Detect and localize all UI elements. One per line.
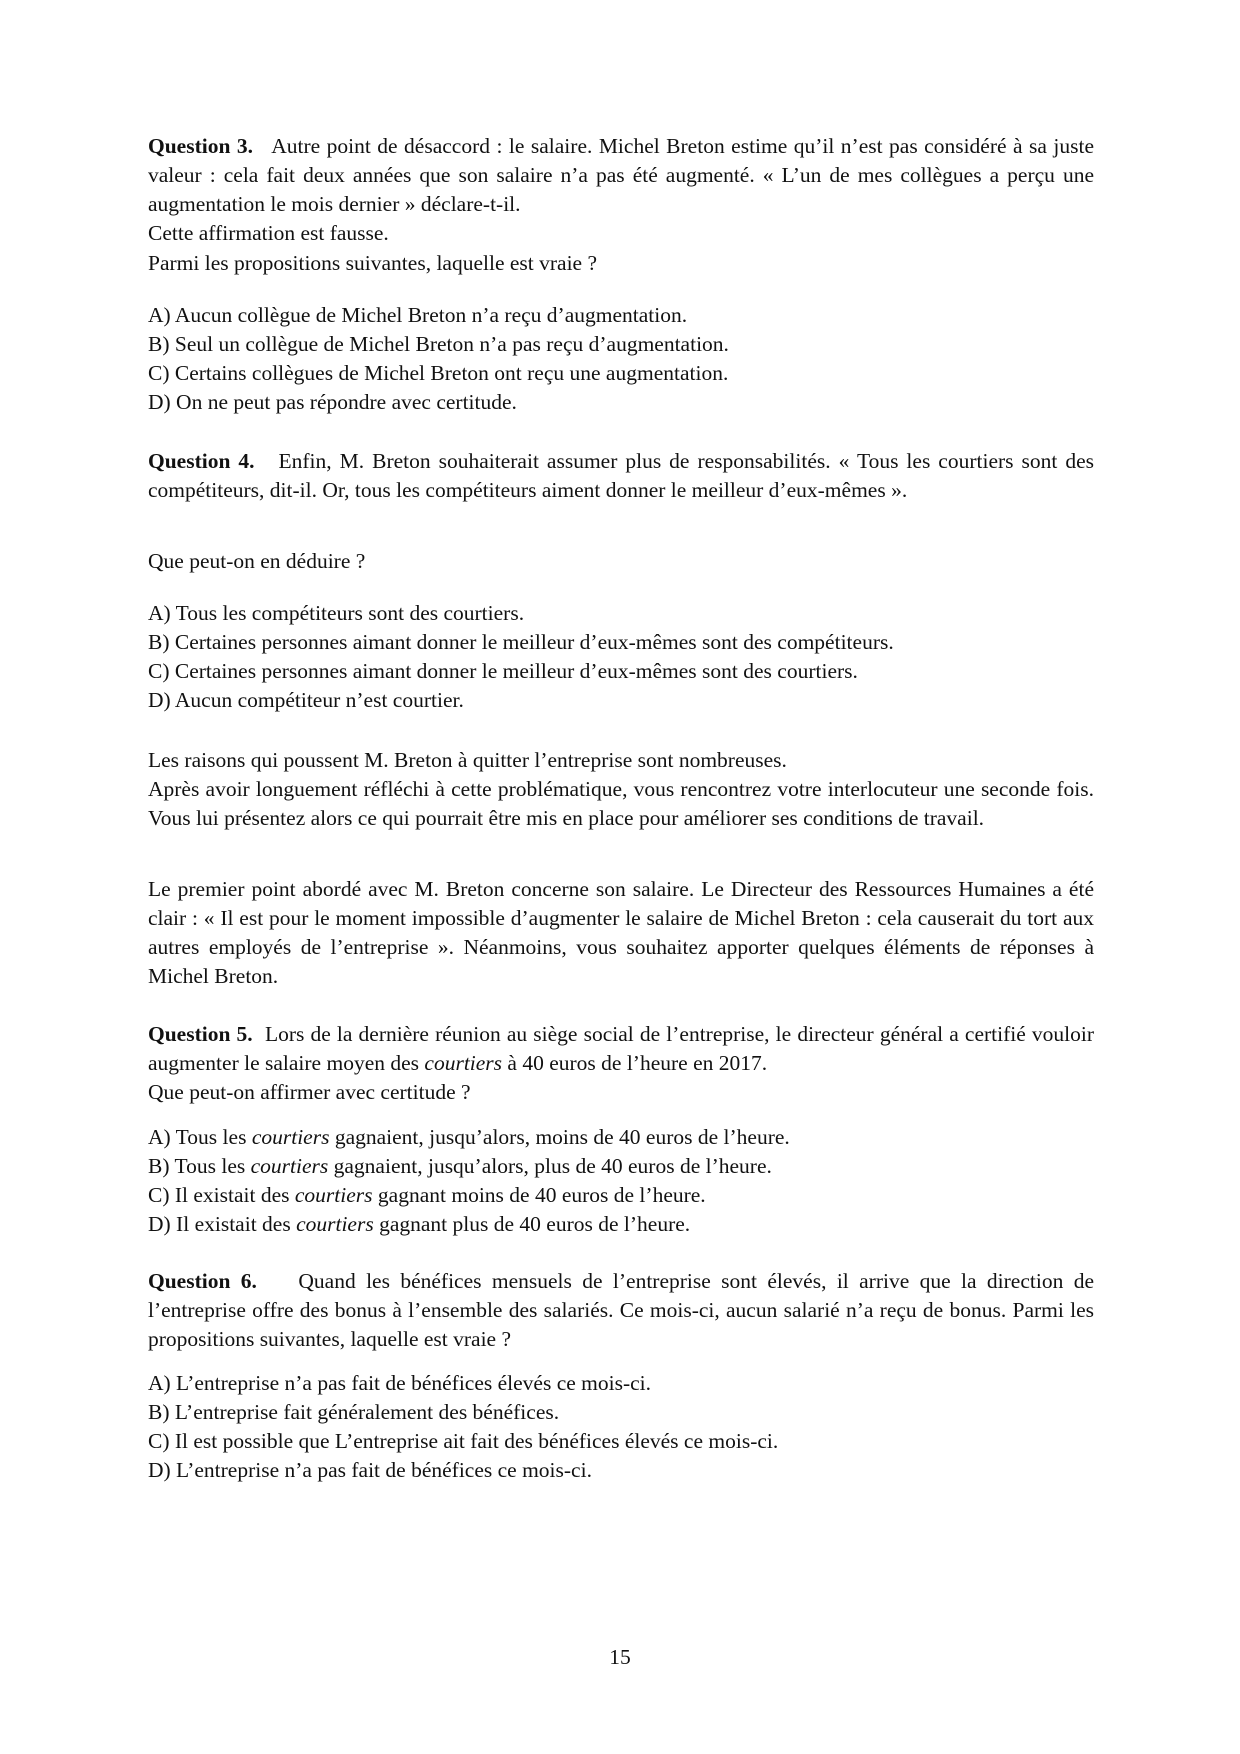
option-em: courtiers	[250, 1154, 329, 1178]
option-text: gagnaient, jusqu’alors, moins de 40 euros de l’heure.	[334, 1125, 790, 1149]
question-5-prompt: Que peut-on affirmer avec certitude ?	[148, 1080, 471, 1104]
question-6-block	[148, 1267, 1094, 1354]
question-4-label: Question 4.	[148, 449, 255, 473]
question-6-option-d: D) L’entreprise n’a pas fait de bénéfices ce mois-ci.	[148, 1458, 592, 1482]
context-block	[148, 746, 1094, 833]
question-3-prompt-block	[148, 249, 1094, 278]
question-5-options	[148, 1123, 1094, 1239]
question-4-prompt-block	[148, 547, 1094, 576]
option-text: A) Tous les	[148, 1125, 247, 1149]
question-3-statement: Cette affirmation est fausse.	[148, 221, 389, 245]
question-5-text	[148, 1020, 1094, 1107]
question-3-body: Autre point de désaccord : le salaire. Michel Breton estime qu’il n’est pas considéré à sa juste valeur : cela fait deux années que son salaire n’a pas été augmenté. « L’un de mes collègues a perçu une augmentation le mois dernier » déclare-t-il.	[148, 134, 1094, 216]
option-em: courtiers	[296, 1212, 374, 1236]
option-text: D) Il existait des	[148, 1212, 291, 1236]
question-4-option-b: B) Certaines personnes aimant donner le meilleur d’eux-mêmes sont des compétiteurs.	[148, 630, 894, 654]
question-6-label: Question 6.	[148, 1269, 257, 1293]
question-5-body-before: Lors de la dernière réunion au siège social de l’entreprise, le directeur général a certifié vouloir augmenter le salaire moyen des	[148, 1022, 1094, 1075]
question-4-block	[148, 447, 1094, 505]
question-3-block	[148, 132, 1094, 248]
question-5-body-after: à 40 euros de l’heure en 2017.	[507, 1051, 768, 1075]
question-5-option-b	[148, 1152, 1094, 1181]
context-paragraph-2: Le premier point abordé avec M. Breton concerne son salaire. Le Directeur des Ressources Humaines a été clair : « Il est pour le moment impossible d’augmenter le salaire de Michel Breton : cela causerait du tort aux autres employés de l’entreprise ». Néanmoins, vous souhaitez apporter quelques éléments de réponses à Michel Breton.	[148, 877, 1094, 988]
option-text: B) Tous les	[148, 1154, 246, 1178]
option-text: gagnant moins de 40 euros de l’heure.	[377, 1183, 706, 1207]
question-4-option-c: C) Certaines personnes aimant donner le meilleur d’eux-mêmes sont des courtiers.	[148, 659, 858, 683]
question-3-prompt: Parmi les propositions suivantes, laquelle est vraie ?	[148, 251, 598, 275]
context-paragraph-2-block	[148, 875, 1094, 991]
question-4-options	[148, 599, 1094, 715]
question-3-option-d: D) On ne peut pas répondre avec certitude.	[148, 390, 517, 414]
question-6-options	[148, 1369, 1094, 1485]
question-5-option-d	[148, 1210, 1094, 1239]
context-line-1: Les raisons qui poussent M. Breton à quitter l’entreprise sont nombreuses.	[148, 748, 787, 772]
question-4-option-a: A) Tous les compétiteurs sont des courtiers.	[148, 601, 525, 625]
question-6-option-c: C) Il est possible que L’entreprise ait fait des bénéfices élevés ce mois-ci.	[148, 1429, 779, 1453]
question-3-option-c: C) Certains collègues de Michel Breton ont reçu une augmentation.	[148, 361, 729, 385]
question-5-label: Question 5.	[148, 1022, 253, 1046]
question-5-option-a	[148, 1123, 1094, 1152]
question-6-text	[148, 1267, 1094, 1354]
question-6-option-a: A) L’entreprise n’a pas fait de bénéfices élevés ce mois-ci.	[148, 1371, 652, 1395]
question-3-text	[148, 132, 1094, 248]
option-em: courtiers	[294, 1183, 373, 1207]
context-paragraph-1: Après avoir longuement réfléchi à cette problématique, vous rencontrez votre interlocuteur une seconde fois. Vous lui présentez alors ce qui pourrait être mis en place pour améliorer ses conditions de travail.	[148, 777, 1094, 830]
page-number: 15	[609, 1645, 631, 1669]
question-3-label: Question 3.	[148, 134, 254, 158]
question-6-option-b: B) L’entreprise fait généralement des bénéfices.	[148, 1400, 560, 1424]
question-3-option-b: B) Seul un collègue de Michel Breton n’a pas reçu d’augmentation.	[148, 332, 729, 356]
option-text: gagnaient, jusqu’alors, plus de 40 euros de l’heure.	[333, 1154, 772, 1178]
question-4-text	[148, 447, 1094, 505]
question-6-body: Quand les bénéfices mensuels de l’entreprise sont élevés, il arrive que la direction de l’entreprise offre des bonus à l’ensemble des salariés. Ce mois-ci, aucun salarié n’a reçu de bonus. Parmi les propositions suivantes, laquelle est vraie ?	[148, 1269, 1094, 1351]
question-4-prompt: Que peut-on en déduire ?	[148, 549, 366, 573]
question-5-body-em: courtiers	[424, 1051, 503, 1075]
option-em: courtiers	[251, 1125, 330, 1149]
question-4-body: Enfin, M. Breton souhaiterait assumer plus de responsabilités. « Tous les courtiers sont des compétiteurs, dit-il. Or, tous les compétiteurs aiment donner le meilleur d’eux-mêmes ».	[148, 449, 1095, 502]
option-text: gagnant plus de 40 euros de l’heure.	[379, 1212, 691, 1236]
option-text: C) Il existait des	[148, 1183, 290, 1207]
question-3-option-a: A) Aucun collègue de Michel Breton n’a reçu d’augmentation.	[148, 303, 688, 327]
question-5-block	[148, 1020, 1094, 1107]
question-5-option-c	[148, 1181, 1094, 1210]
question-3-options	[148, 301, 1094, 417]
question-4-option-d: D) Aucun compétiteur n’est courtier.	[148, 688, 464, 712]
